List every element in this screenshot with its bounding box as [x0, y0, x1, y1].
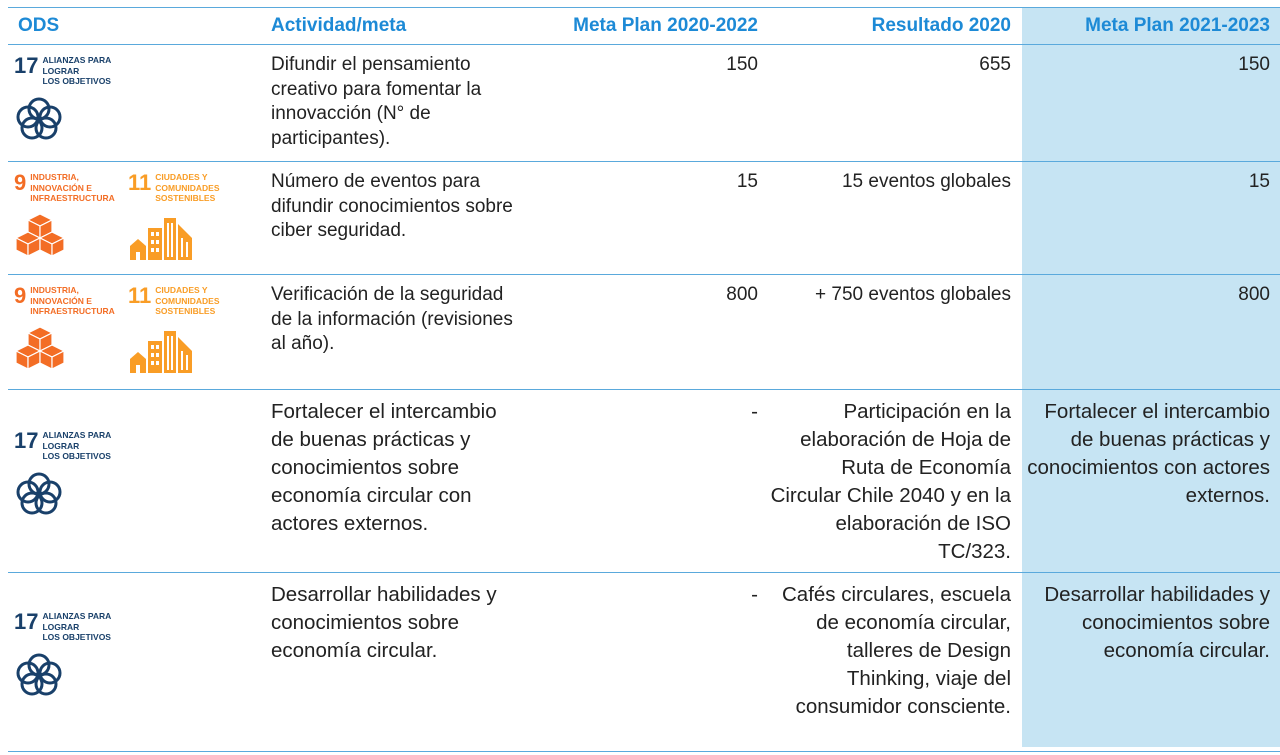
meta-2020-2022-value: -: [751, 583, 758, 606]
activity-text: Fortalecer el intercambio de buenas prácticas y conocimientos sobre economía circular con actores externos.: [271, 400, 497, 535]
city-buildings-icon: [128, 212, 194, 260]
sdg-label: CIUDADES Y COMUNIDADES SOSTENIBLES: [155, 285, 220, 316]
table-row: [8, 275, 1280, 390]
sdg-number: 9: [14, 170, 27, 195]
table-header-row: [8, 8, 1280, 45]
sdg-label: ALIANZAS PARA LOGRAR LOS OBJETIVOS: [42, 611, 112, 642]
sdg-number: 17: [14, 428, 39, 453]
sdg-label: INDUSTRIA, INNOVACIÓN E INFRAESTRUCTURA: [30, 172, 115, 203]
meta-2020-2022-value: 15: [736, 171, 758, 192]
activity-text: Número de eventos para difundir conocimientos sobre ciber seguridad.: [271, 171, 513, 241]
partnership-rings-icon: [14, 95, 64, 141]
sdg-number: 9: [14, 283, 27, 308]
sdg-17-badge: [14, 430, 114, 516]
ods-cell: [8, 390, 263, 573]
ods-cell: [8, 275, 263, 390]
sdg-17-badge: [14, 611, 114, 697]
partnership-rings-icon: [14, 651, 64, 697]
table-row: [8, 162, 1280, 275]
sdg-number: 17: [14, 53, 39, 78]
sdg-number: 11: [128, 170, 152, 195]
resultado-2020-value: + 750 eventos globales: [815, 284, 1011, 305]
header-resultado-2020: Resultado 2020: [766, 8, 1019, 45]
meta-2020-2022-value: 150: [726, 54, 758, 75]
meta-2020-2022-value: -: [751, 400, 758, 423]
meta-2021-2023-value: Fortalecer el intercambio de buenas prácticas y conocimientos con actores externos.: [1027, 400, 1270, 507]
header-meta-2021-2023: Meta Plan 2021-2023: [1019, 8, 1280, 45]
resultado-2020-value: 655: [979, 54, 1011, 75]
meta-2021-2023-value: 150: [1238, 54, 1270, 75]
partnership-rings-icon: [14, 470, 64, 516]
ods-goals-table: [8, 7, 1280, 752]
sdg-9-badge: [14, 172, 114, 260]
sdg-9-badge: [14, 285, 114, 373]
ods-cell: [8, 45, 263, 162]
sdg-number: 11: [128, 283, 152, 308]
sdg-17-badge: [14, 55, 114, 141]
meta-2021-2023-value: Desarrollar habilidades y conocimientos sobre economía circular.: [1044, 583, 1270, 662]
table-row: [8, 45, 1280, 162]
sdg-11-badge: [128, 172, 228, 260]
cubes-icon: [14, 212, 66, 260]
sdg-number: 17: [14, 609, 39, 634]
activity-text: Desarrollar habilidades y conocimientos sobre economía circular.: [271, 583, 497, 662]
sdg-label: INDUSTRIA, INNOVACIÓN E INFRAESTRUCTURA: [30, 285, 115, 316]
resultado-2020-value: Cafés circulares, escuela de economía circular, talleres de Design Thinking, viaje del consumidor consciente.: [781, 583, 1011, 718]
meta-2020-2022-value: 800: [726, 284, 758, 305]
ods-cell: [8, 162, 263, 275]
city-buildings-icon: [128, 325, 194, 373]
sdg-11-badge: [128, 285, 228, 373]
meta-2021-2023-value: 15: [1248, 171, 1270, 192]
table-row: [8, 573, 1280, 752]
header-actividad: Actividad/meta: [263, 8, 513, 45]
sdg-label: CIUDADES Y COMUNIDADES SOSTENIBLES: [155, 172, 220, 203]
table-row: [8, 390, 1280, 573]
cubes-icon: [14, 325, 66, 373]
resultado-2020-value: 15 eventos globales: [841, 171, 1011, 192]
sdg-label: ALIANZAS PARA LOGRAR LOS OBJETIVOS: [42, 430, 112, 461]
meta-2021-2023-value: 800: [1238, 284, 1270, 305]
activity-text: Verificación de la seguridad de la información (revisiones al año).: [271, 284, 513, 354]
header-meta-2020-2022: Meta Plan 2020-2022: [513, 8, 766, 45]
sdg-label: ALIANZAS PARA LOGRAR LOS OBJETIVOS: [42, 55, 112, 86]
activity-text: Difundir el pensamiento creativo para fomentar la innovacción (N° de participantes).: [271, 54, 482, 149]
header-ods: ODS: [8, 8, 263, 45]
resultado-2020-value: Participación en la elaboración de Hoja de Ruta de Economía Circular Chile 2040 y en la elaboración de ISO TC/323.: [770, 400, 1011, 563]
ods-cell: [8, 573, 263, 752]
